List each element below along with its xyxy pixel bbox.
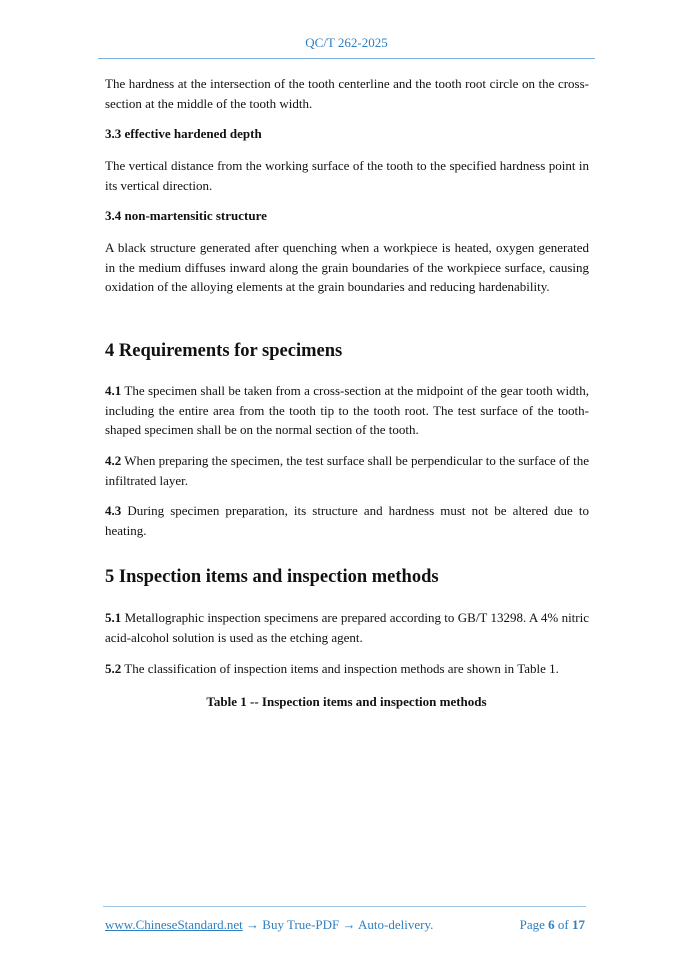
footer-promo-text: → Buy True-PDF → Auto-delivery.	[242, 917, 434, 932]
section-5-heading: 5 Inspection items and inspection methods	[105, 567, 439, 587]
header-divider	[98, 58, 595, 59]
section-4-heading: 4 Requirements for specimens	[105, 341, 343, 361]
document-code-header: QC/T 262-2025	[305, 35, 388, 50]
total-pages: 17	[572, 917, 585, 932]
clause-4-3	[105, 501, 589, 540]
intro-paragraph: The hardness at the intersection of the tooth centerline and the tooth root circle on the cross-section at the middle of the tooth width.	[105, 76, 589, 111]
clause-number: 4.3	[105, 503, 122, 518]
clause-number: 4.2	[105, 453, 122, 468]
paragraph-3-3: The vertical distance from the working surface of the tooth to the specified hardness point in its vertical direction.	[105, 158, 589, 193]
clause-4-1	[105, 381, 589, 440]
current-page: 6	[548, 917, 555, 932]
paragraph-3-4: A black structure generated after quenching when a workpiece is heated, oxygen generated in the medium diffuses inward along the grain boundaries of the workpiece surface, causing oxidation of the alloying elements at the grain boundaries and reducing hardenability.	[105, 240, 589, 294]
footer	[105, 917, 585, 933]
footer-promo	[105, 917, 433, 933]
website-link[interactable]: www.ChineseStandard.net	[105, 917, 243, 932]
clause-4-2	[105, 451, 589, 490]
page-indicator	[520, 917, 585, 933]
clause-text: The specimen shall be taken from a cross-section at the midpoint of the gear tooth width, including the entire area from the tooth tip to the tooth root. The test surface of the tooth-shaped specimen shall be on the normal section of the tooth.	[105, 383, 589, 437]
clause-text: During specimen preparation, its structure and hardness must not be altered due to heating.	[105, 503, 589, 538]
clause-number: 5.2	[105, 661, 122, 676]
table-caption: Table 1 -- Inspection items and inspection methods	[206, 694, 487, 709]
of-label: of	[554, 917, 572, 932]
page-label: Page	[519, 917, 549, 932]
footer-divider	[103, 906, 586, 907]
clause-text: Metallographic inspection specimens are prepared according to GB/T 13298. A 4% nitric acid-alcohol solution is used as the etching agent.	[105, 610, 589, 645]
clause-text: The classification of inspection items and inspection methods are shown in Table 1.	[121, 661, 559, 676]
clause-number: 5.1	[105, 610, 122, 625]
heading-3-4: 3.4 non-martensitic structure	[105, 208, 267, 223]
heading-3-3: 3.3 effective hardened depth	[105, 126, 262, 141]
clause-5-1	[105, 608, 589, 647]
clause-5-2	[105, 659, 589, 679]
clause-text: When preparing the specimen, the test surface shall be perpendicular to the surface of the infiltrated layer.	[105, 453, 589, 488]
clause-number: 4.1	[105, 383, 122, 398]
